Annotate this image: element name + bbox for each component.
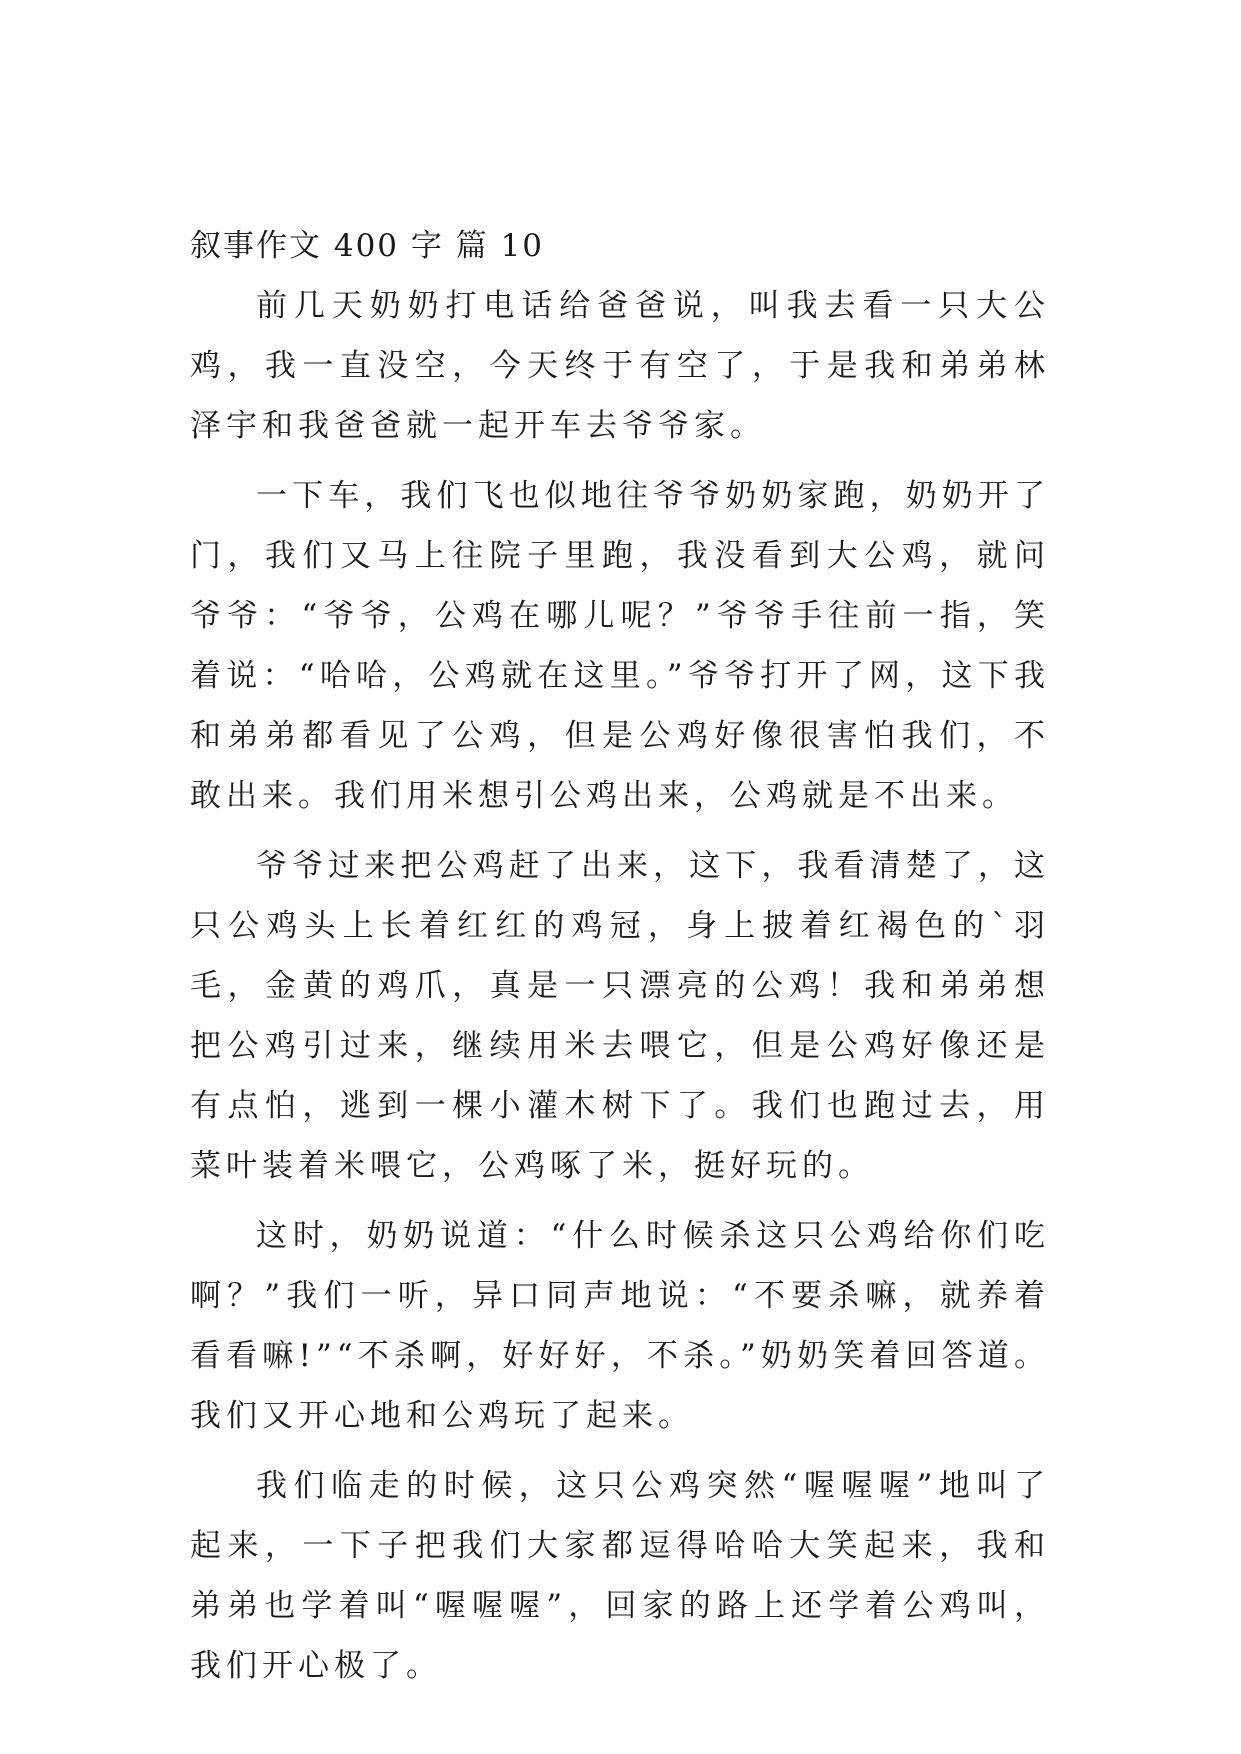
- document-body: [190, 220, 1050, 1696]
- paragraph-4: 这时，奶奶说道：“什么时候杀这只公鸡给你们吃啊？”我们一听，异口同声地说：“不要杀嘛，就养着看看嘛!”“不杀啊，好好好，不杀。”奶奶笑着回答道。我们又开心地和公鸡玩了起来。: [190, 1218, 1050, 1434]
- paragraph-5: 我们临走的时候，这只公鸡突然“喔喔喔”地叫了起来，一下子把我们大家都逗得哈哈大笑起来，我和弟弟也学着叫“喔喔喔”，回家的路上还学着公鸡叫，我们开心极了。: [190, 1468, 1050, 1684]
- paragraph-2: 一下车，我们飞也似地往爷爷奶奶家跑，奶奶开了门，我们又马上往院子里跑，我没看到大公鸡，就问爷爷：“爷爷，公鸡在哪儿呢？”爷爷手往前一指，笑着说：“哈哈，公鸡就在这里。”爷爷打开了网，这下我和弟弟都看见了公鸡，但是公鸡好像很害怕我们，不敢出来。我们用米想引公鸡出来，公鸡就是不出来。: [190, 478, 1050, 814]
- paragraph-3: 爷爷过来把公鸡赶了出来，这下，我看清楚了，这只公鸡头上长着红红的鸡冠，身上披着红褐色的`羽毛，金黄的鸡爪，真是一只漂亮的公鸡！我和弟弟想把公鸡引过来，继续用米去喂它，但是公鸡好像还是有点怕，逃到一棵小灌木树下了。我们也跑过去，用菜叶装着米喂它，公鸡啄了米，挺好玩的。: [190, 848, 1050, 1184]
- document-title: 叙事作文 400 字 篇 10: [190, 228, 545, 264]
- paragraph-1: 前几天奶奶打电话给爸爸说，叫我去看一只大公鸡，我一直没空，今天终于有空了，于是我和弟弟林泽宇和我爸爸就一起开车去爷爷家。: [190, 288, 1050, 444]
